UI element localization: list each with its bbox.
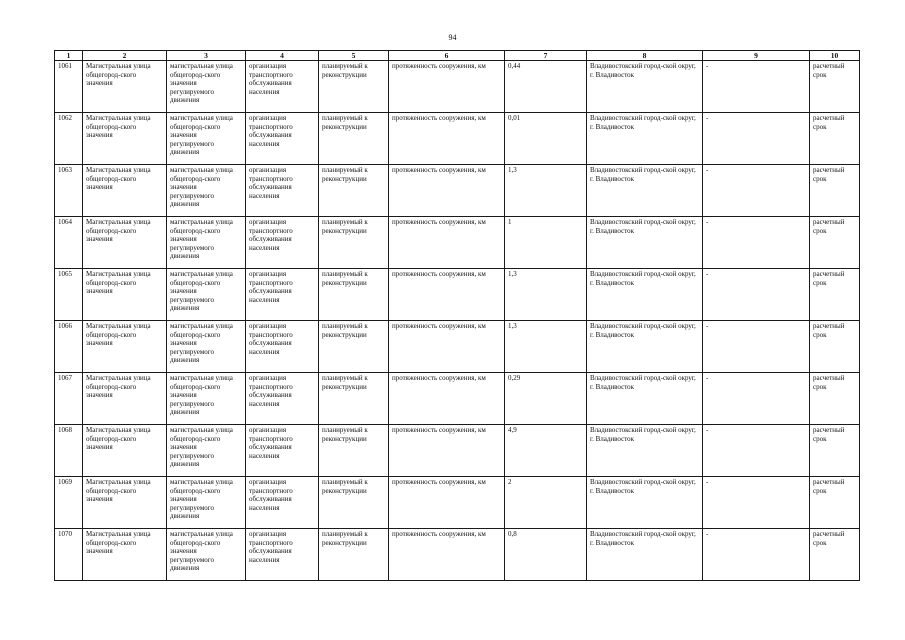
table-row [55,477,860,529]
row-number-cell: 1063 [55,165,83,217]
object-purpose-cell: организация транспортного обслуживания населения [246,529,319,581]
column-header: 7 [505,51,587,61]
column-header: 10 [810,51,860,61]
object-status-cell: планируемый к реконструкции [319,425,389,477]
implementation-period-cell: расчетный срок [810,61,860,113]
object-status-cell: планируемый к реконструкции [319,165,389,217]
row-number-cell: 1066 [55,321,83,373]
implementation-period-cell: расчетный срок [810,165,860,217]
object-status-cell: планируемый к реконструкции [319,61,389,113]
characteristic-name-cell: протяженность сооружения, км [389,529,505,581]
location-cell: Владивостокский город-ской округ, г. Владивосток [587,321,703,373]
column-header: 8 [587,51,703,61]
table-row [55,61,860,113]
characteristic-name-cell: протяженность сооружения, км [389,61,505,113]
table-row [55,425,860,477]
column-header: 4 [246,51,319,61]
object-type-cell: магистральная улица общегород-ского значения регулируемого движения [167,61,246,113]
column-header: 2 [83,51,167,61]
object-purpose-cell: организация транспортного обслуживания населения [246,477,319,529]
characteristic-value-cell: 0,29 [505,373,587,425]
characteristic-name-cell: протяженность сооружения, км [389,269,505,321]
page-number: 94 [448,33,457,42]
object-status-cell: планируемый к реконструкции [319,529,389,581]
object-name-cell: Магистральная улица общегород-ского значения [83,217,167,269]
implementation-period-cell: расчетный срок [810,113,860,165]
object-purpose-cell: организация транспортного обслуживания населения [246,165,319,217]
column-header: 3 [167,51,246,61]
zone-cell: - [703,61,810,113]
object-status-cell: планируемый к реконструкции [319,321,389,373]
location-cell: Владивостокский город-ской округ, г. Владивосток [587,373,703,425]
row-number-cell: 1067 [55,373,83,425]
implementation-period-cell: расчетный срок [810,373,860,425]
object-purpose-cell: организация транспортного обслуживания населения [246,269,319,321]
object-status-cell: планируемый к реконструкции [319,269,389,321]
location-cell: Владивостокский город-ской округ, г. Владивосток [587,477,703,529]
location-cell: Владивостокский город-ской округ, г. Владивосток [587,269,703,321]
implementation-period-cell: расчетный срок [810,217,860,269]
location-cell: Владивостокский город-ской округ, г. Владивосток [587,165,703,217]
column-header: 9 [703,51,810,61]
object-purpose-cell: организация транспортного обслуживания населения [246,373,319,425]
column-header: 1 [55,51,83,61]
object-type-cell: магистральная улица общегород-ского значения регулируемого движения [167,165,246,217]
characteristic-value-cell: 1 [505,217,587,269]
characteristic-name-cell: протяженность сооружения, км [389,425,505,477]
column-header: 5 [319,51,389,61]
zone-cell: - [703,529,810,581]
object-type-cell: магистральная улица общегород-ского значения регулируемого движения [167,477,246,529]
characteristic-value-cell: 2 [505,477,587,529]
zone-cell: - [703,373,810,425]
table-row [55,529,860,581]
characteristic-name-cell: протяженность сооружения, км [389,217,505,269]
object-name-cell: Магистральная улица общегород-ского значения [83,425,167,477]
object-status-cell: планируемый к реконструкции [319,113,389,165]
object-name-cell: Магистральная улица общегород-ского значения [83,529,167,581]
object-name-cell: Магистральная улица общегород-ского значения [83,477,167,529]
object-purpose-cell: организация транспортного обслуживания населения [246,113,319,165]
object-type-cell: магистральная улица общегород-ского значения регулируемого движения [167,269,246,321]
characteristic-value-cell: 1,3 [505,165,587,217]
row-number-cell: 1064 [55,217,83,269]
object-name-cell: Магистральная улица общегород-ского значения [83,61,167,113]
implementation-period-cell: расчетный срок [810,269,860,321]
location-cell: Владивостокский город-ской округ, г. Владивосток [587,217,703,269]
zone-cell: - [703,269,810,321]
characteristic-name-cell: протяженность сооружения, км [389,373,505,425]
registry-table [54,50,860,581]
zone-cell: - [703,217,810,269]
object-name-cell: Магистральная улица общегород-ского значения [83,269,167,321]
zone-cell: - [703,113,810,165]
object-purpose-cell: организация транспортного обслуживания населения [246,217,319,269]
characteristic-value-cell: 1,3 [505,269,587,321]
characteristic-value-cell: 0,8 [505,529,587,581]
row-number-cell: 1061 [55,61,83,113]
object-name-cell: Магистральная улица общегород-ского значения [83,321,167,373]
object-name-cell: Магистральная улица общегород-ского значения [83,373,167,425]
row-number-cell: 1070 [55,529,83,581]
table-row [55,113,860,165]
object-type-cell: магистральная улица общегород-ского значения регулируемого движения [167,113,246,165]
location-cell: Владивостокский город-ской округ, г. Владивосток [587,113,703,165]
characteristic-value-cell: 0,44 [505,61,587,113]
object-type-cell: магистральная улица общегород-ского значения регулируемого движения [167,321,246,373]
object-type-cell: магистральная улица общегород-ского значения регулируемого движения [167,217,246,269]
object-purpose-cell: организация транспортного обслуживания населения [246,61,319,113]
table-row [55,165,860,217]
object-name-cell: Магистральная улица общегород-ского значения [83,165,167,217]
characteristic-value-cell: 0,01 [505,113,587,165]
characteristic-name-cell: протяженность сооружения, км [389,321,505,373]
characteristic-name-cell: протяженность сооружения, км [389,113,505,165]
characteristic-value-cell: 1,3 [505,321,587,373]
implementation-period-cell: расчетный срок [810,477,860,529]
row-number-cell: 1062 [55,113,83,165]
location-cell: Владивостокский город-ской округ, г. Владивосток [587,425,703,477]
location-cell: Владивостокский город-ской округ, г. Владивосток [587,61,703,113]
object-type-cell: магистральная улица общегород-ского значения регулируемого движения [167,373,246,425]
table-row [55,321,860,373]
characteristic-value-cell: 4,9 [505,425,587,477]
location-cell: Владивостокский город-ской округ, г. Владивосток [587,529,703,581]
object-purpose-cell: организация транспортного обслуживания населения [246,425,319,477]
implementation-period-cell: расчетный срок [810,321,860,373]
zone-cell: - [703,477,810,529]
row-number-cell: 1069 [55,477,83,529]
characteristic-name-cell: протяженность сооружения, км [389,477,505,529]
table-row [55,373,860,425]
row-number-cell: 1065 [55,269,83,321]
row-number-cell: 1068 [55,425,83,477]
table-row [55,217,860,269]
implementation-period-cell: расчетный срок [810,425,860,477]
object-status-cell: планируемый к реконструкции [319,477,389,529]
column-number-row [55,51,860,61]
object-type-cell: магистральная улица общегород-ского значения регулируемого движения [167,425,246,477]
object-status-cell: планируемый к реконструкции [319,373,389,425]
table-row [55,269,860,321]
column-header: 6 [389,51,505,61]
table-body [55,61,860,581]
zone-cell: - [703,321,810,373]
object-status-cell: планируемый к реконструкции [319,217,389,269]
zone-cell: - [703,165,810,217]
object-name-cell: Магистральная улица общегород-ского значения [83,113,167,165]
zone-cell: - [703,425,810,477]
object-type-cell: магистральная улица общегород-ского значения регулируемого движения [167,529,246,581]
object-purpose-cell: организация транспортного обслуживания населения [246,321,319,373]
characteristic-name-cell: протяженность сооружения, км [389,165,505,217]
implementation-period-cell: расчетный срок [810,529,860,581]
